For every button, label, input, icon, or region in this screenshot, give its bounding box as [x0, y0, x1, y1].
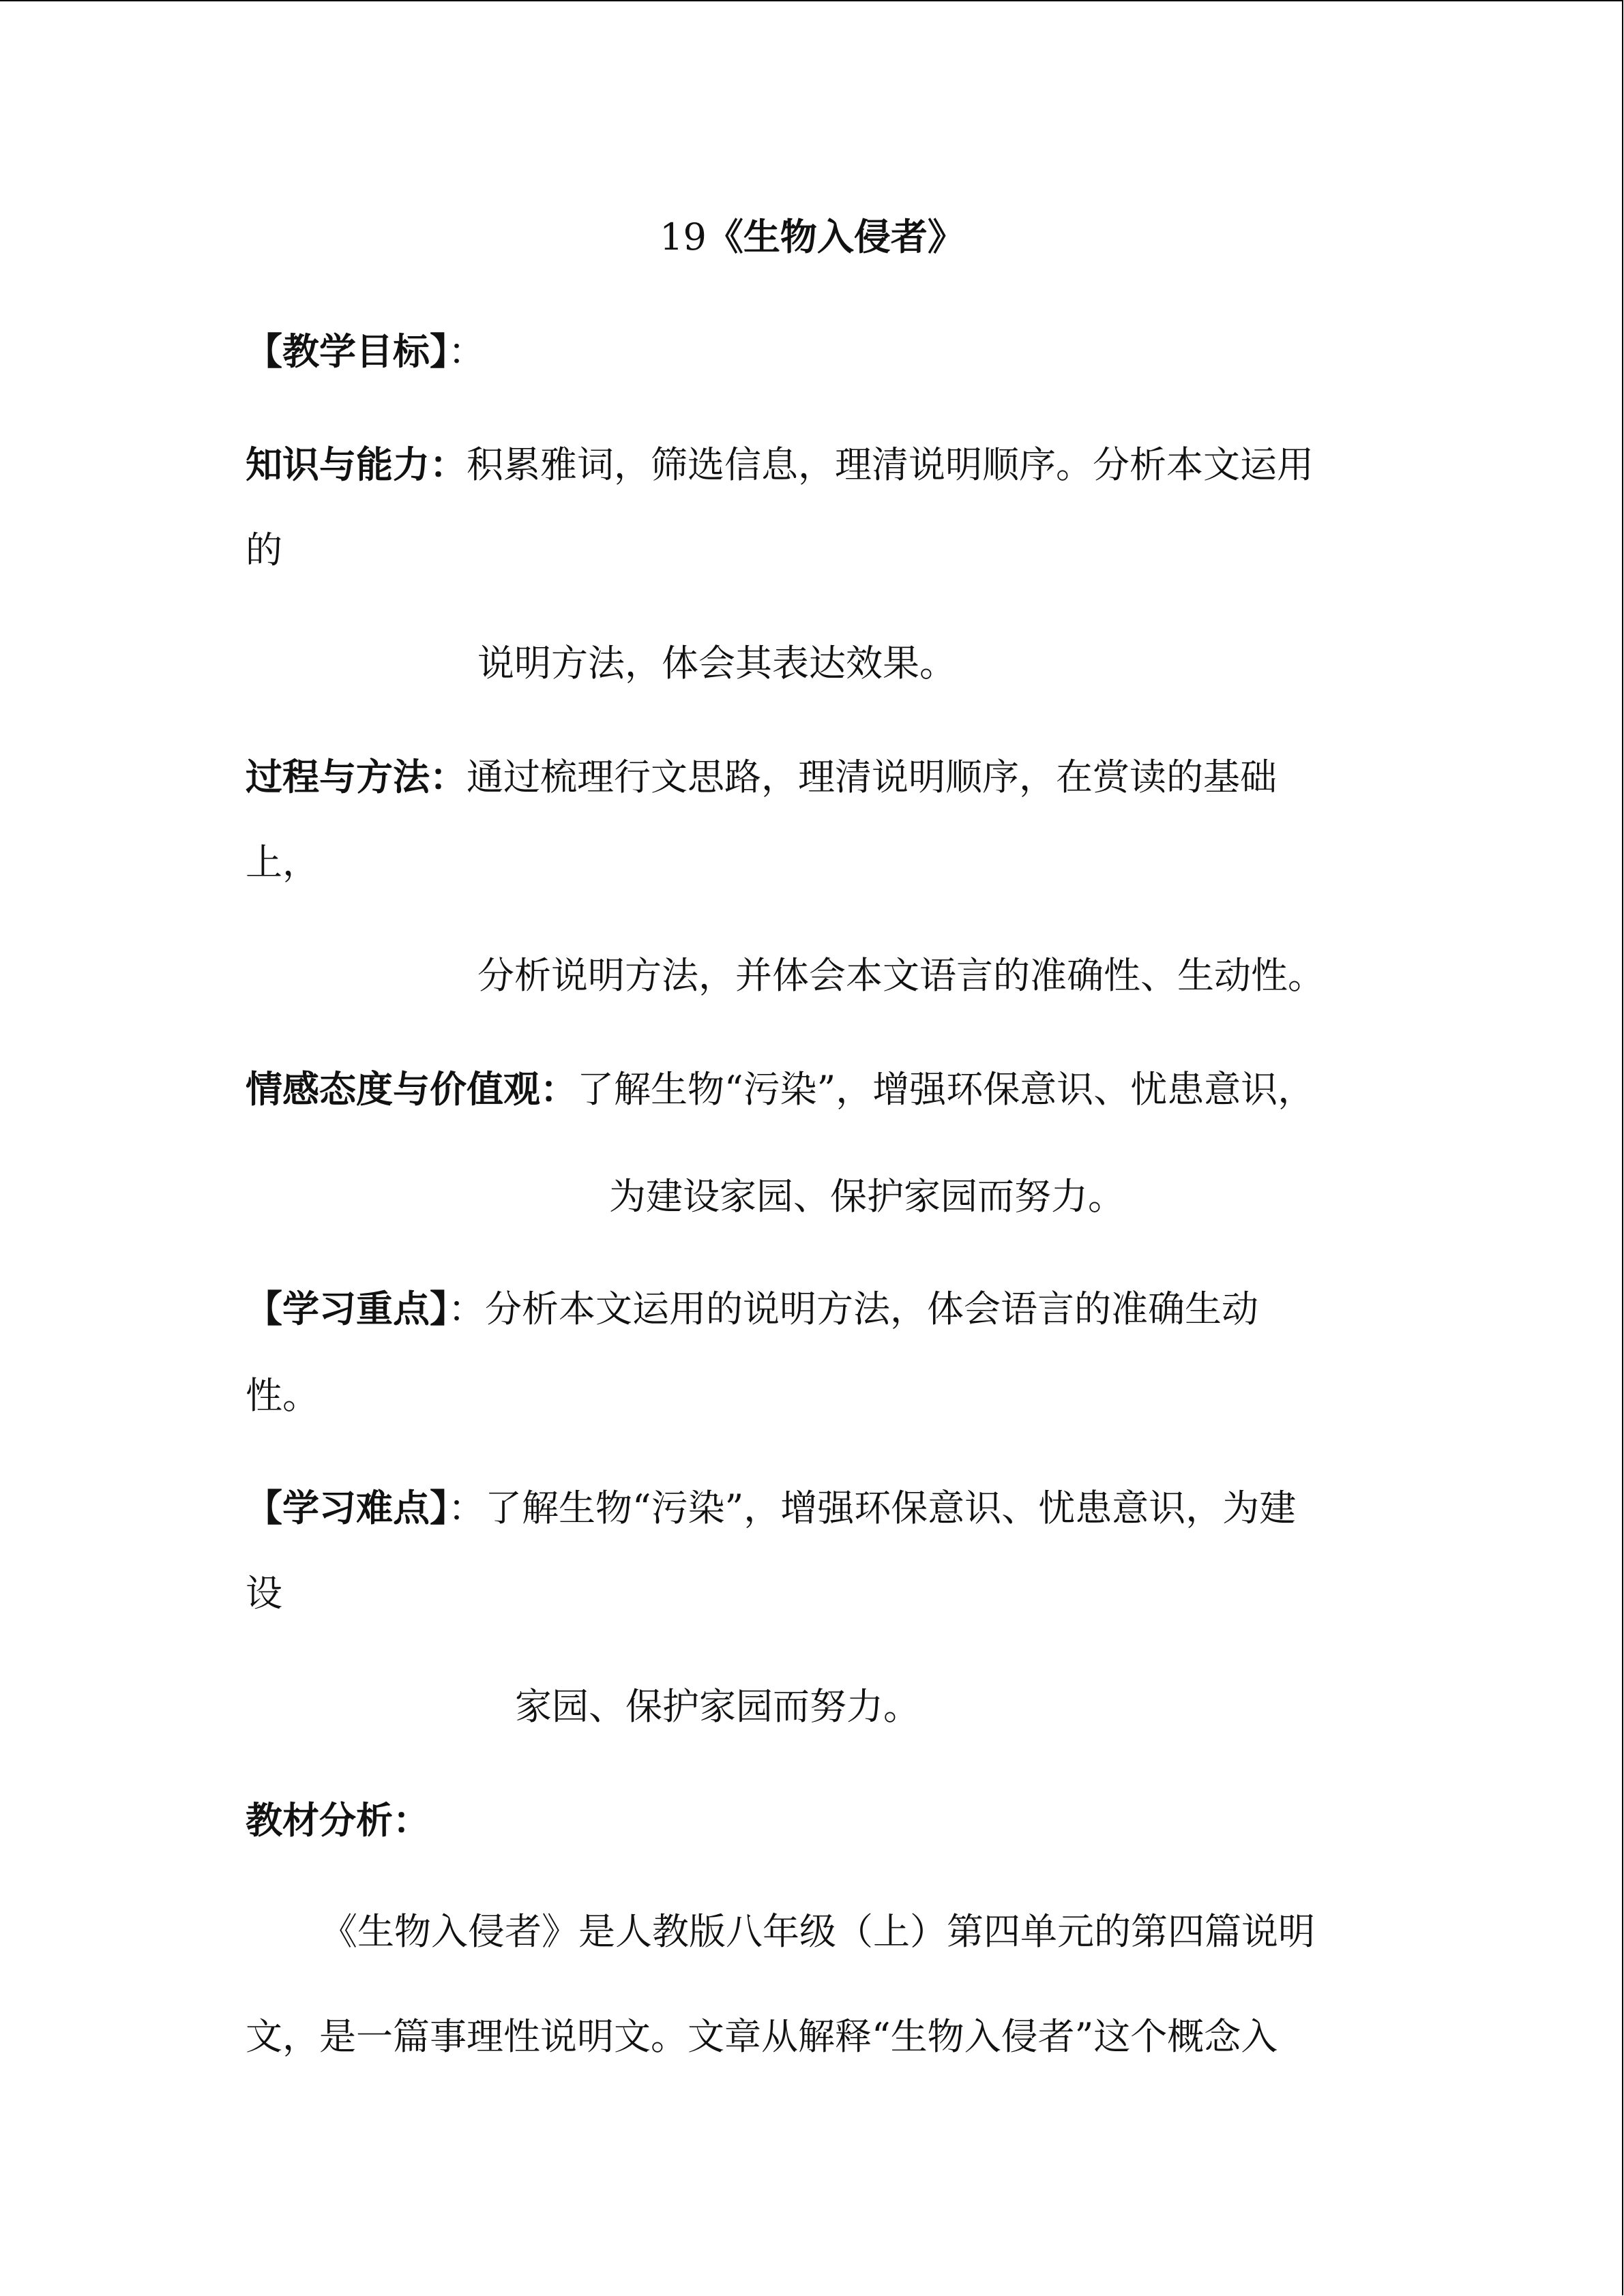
process-line-1 [246, 755, 1277, 799]
emotion-label: 情感态度与价值观： [246, 1067, 577, 1111]
title-text: 《生物入侵者》 [706, 215, 964, 258]
emotion-line-1 [246, 1067, 1315, 1111]
analysis-heading: 教材分析： [246, 1798, 430, 1842]
difficult-point-line-3: 家园、保护家园而努力。 [515, 1685, 920, 1728]
difficult-point-line-2: 设 [246, 1572, 282, 1615]
key-point-line-1 [246, 1287, 1258, 1330]
knowledge-line-1 [246, 443, 1314, 486]
process-text-1: 通过梳理行文思路，理清说明顺序，在赏读的基础 [467, 756, 1277, 799]
objectives-colon: ： [448, 330, 485, 373]
key-point-line-2: 性。 [246, 1374, 319, 1417]
objectives-heading-line [246, 329, 485, 373]
analysis-line-2: 文，是一篇事理性说明文。文章从解释“生物入侵者”这个概念入 [246, 2015, 1278, 2058]
difficult-point-label: 【学习难点】 [246, 1486, 448, 1530]
title-number: 19 [660, 215, 707, 258]
objectives-heading: 【教学目标】 [246, 329, 448, 373]
knowledge-label: 知识与能力： [246, 443, 467, 486]
knowledge-text-1: 积累雅词，筛选信息，理清说明顺序。分析本文运用 [467, 443, 1314, 486]
page-title [0, 215, 1624, 258]
difficult-point-line-1 [246, 1486, 1297, 1530]
key-point-colon: ： [448, 1287, 485, 1330]
knowledge-line-2: 的 [246, 528, 282, 571]
process-label: 过程与方法： [246, 755, 467, 799]
emotion-line-2: 为建设家园、保护家园而努力。 [609, 1175, 1125, 1218]
difficult-point-text-1: 了解生物“污染”，增强环保意识、忧患意识，为建 [485, 1487, 1297, 1530]
key-point-text-1: 分析本文运用的说明方法，体会语言的准确生动 [485, 1287, 1258, 1330]
difficult-point-colon: ： [448, 1487, 485, 1530]
process-line-3: 分析说明方法，并体会本文语言的准确性、生动性。 [477, 954, 1325, 997]
key-point-label: 【学习重点】 [246, 1287, 448, 1330]
knowledge-line-3: 说明方法，体会其表达效果。 [477, 642, 956, 685]
emotion-text-1: 了解生物“污染”，增强环保意识、忧患意识， [577, 1068, 1315, 1111]
process-line-2: 上， [246, 841, 319, 884]
analysis-line-1: 《生物入侵者》是人教版八年级（上）第四单元的第四篇说明 [321, 1910, 1315, 1953]
